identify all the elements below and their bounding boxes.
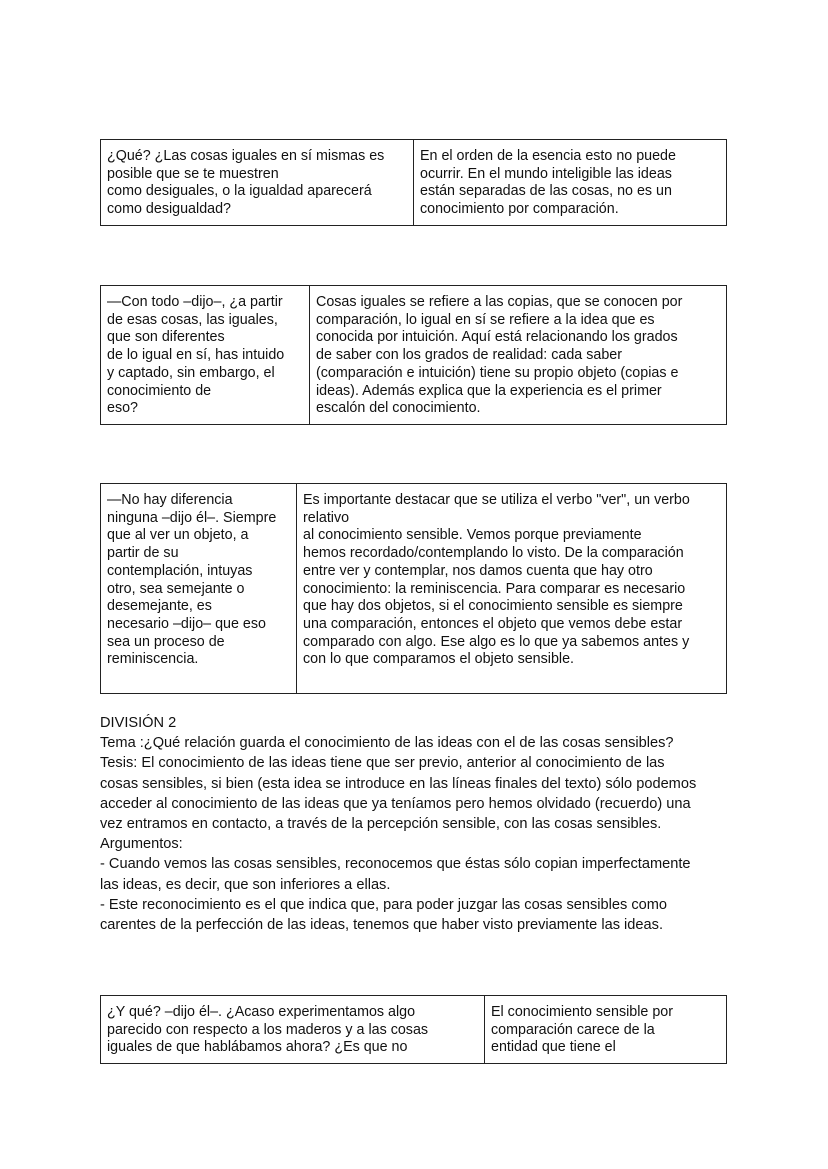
text-line: entre ver y contemplar, nos damos cuenta que hay otro [303,562,653,579]
text-line: conocimiento de [107,382,212,399]
text-line: DIVISIÓN 2 [100,715,177,731]
text-line: cosas sensibles, si bien (esta idea se introduce en las líneas finales del texto) sólo podemos [100,775,697,792]
text-line: entidad que tiene el [491,1039,616,1056]
text-line: parecido con respecto a los maderos y a las cosas [107,1021,429,1038]
table-3-quote-cell [101,484,297,693]
text-line: comparado con algo. Ese algo es lo que ya sabemos antes y [303,633,690,650]
table-2-quote-cell [101,286,310,424]
text-line: - Este reconocimiento es el que indica que, para poder juzgar las cosas sensibles como [100,896,668,913]
text-line: Es importante destacar que se utiliza el verbo "ver", un verbo [303,492,690,508]
text-line: ideas). Además explica que la experiencia es el primer [316,382,662,399]
text-line: El conocimiento sensible por [491,1004,673,1020]
table-2 [100,285,727,425]
text-line: ninguna –dijo él–. Siempre [107,509,277,526]
table-1 [100,139,727,226]
text-line: comparación carece de la [491,1021,655,1038]
text-line: ¿Y qué? –dijo él–. ¿Acaso experimentamos algo [107,1004,416,1020]
text-line: reminiscencia. [107,651,199,668]
text-line: ¿Qué? ¿Las cosas iguales en sí mismas es [107,148,385,164]
table-4 [100,995,727,1064]
text-line: están separadas de las cosas, no es un [420,183,672,200]
text-line: acceder al conocimiento de las ideas que ya teníamos pero hemos olvidado (recuerdo) una [100,795,691,812]
text-line: vez entramos en contacto, a través de la percepción sensible, con las cosas sensibles. [100,816,662,833]
text-line: escalón del conocimiento. [316,400,481,417]
text-line: de saber con los grados de realidad: cada saber [316,347,622,364]
table-3-commentary-cell [297,484,726,693]
text-line: Argumentos: [100,836,183,853]
text-line: carentes de la perfección de las ideas, tenemos que haber visto previamente las ideas. [100,917,663,934]
text-line: En el orden de la esencia esto no puede [420,148,676,164]
table-4-commentary-cell [485,996,726,1063]
text-line: de lo igual en sí, has intuido [107,347,285,364]
text-line: posible que se te muestren [107,165,279,182]
text-line: relativo [303,509,350,526]
text-line: conocimiento por comparación. [420,201,619,218]
table-2-commentary-cell [310,286,726,424]
text-line: conocida por intuición. Aquí está relacionando los grados [316,329,678,346]
table-1-quote-cell [101,140,414,225]
text-line: eso? [107,400,139,417]
text-line: sea un proceso de [107,633,225,650]
table-4-quote-cell [101,996,485,1063]
text-line: iguales de que hablábamos ahora? ¿Es que no [107,1039,408,1056]
text-line: de esas cosas, las iguales, [107,311,278,328]
text-line: Tesis: El conocimiento de las ideas tiene que ser previo, anterior al conocimiento de las [100,755,665,772]
text-line: hemos recordado/contemplando lo visto. De la comparación [303,545,684,562]
text-line: al conocimiento sensible. Vemos porque previamente [303,527,642,544]
text-line: comparación, lo igual en sí se refiere a la idea que es [316,311,655,328]
text-line: como desigualdad? [107,201,231,218]
text-line: partir de su [107,545,179,562]
text-line: una comparación, entonces el objeto que vemos debe estar [303,615,683,632]
text-line: que hay dos objetos, si el conocimiento sensible es siempre [303,598,683,615]
text-line: contemplación, intuyas [107,562,253,579]
text-line: —No hay diferencia [107,492,233,508]
text-line: otro, sea semejante o [107,580,245,597]
table-1-commentary-cell [414,140,726,225]
text-line: - Cuando vemos las cosas sensibles, reconocemos que éstas sólo copian imperfectamente [100,856,691,873]
text-line: y captado, sin embargo, el [107,364,275,381]
text-line: —Con todo –dijo–, ¿a partir [107,294,283,310]
text-line: como desiguales, o la igualdad aparecerá [107,183,372,200]
text-line: Cosas iguales se refiere a las copias, que se conocen por [316,294,683,310]
table-3 [100,483,727,694]
text-line: (comparación e intuición) tiene su propio objeto (copias e [316,364,679,381]
text-line: conocimiento: la reminiscencia. Para comparar es necesario [303,580,686,597]
text-line: las ideas, es decir, que son inferiores a ellas. [100,876,391,893]
text-line: que al ver un objeto, a [107,527,249,544]
text-line: desemejante, es [107,598,212,615]
text-line: necesario –dijo– que eso [107,615,266,632]
text-line: que son diferentes [107,329,225,346]
division-2-section [100,713,740,935]
text-line: Tema :¿Qué relación guarda el conocimiento de las ideas con el de las cosas sensibles? [100,735,674,752]
text-line: ocurrir. En el mundo inteligible las ideas [420,165,672,182]
text-line: con lo que comparamos el objeto sensible. [303,651,575,668]
